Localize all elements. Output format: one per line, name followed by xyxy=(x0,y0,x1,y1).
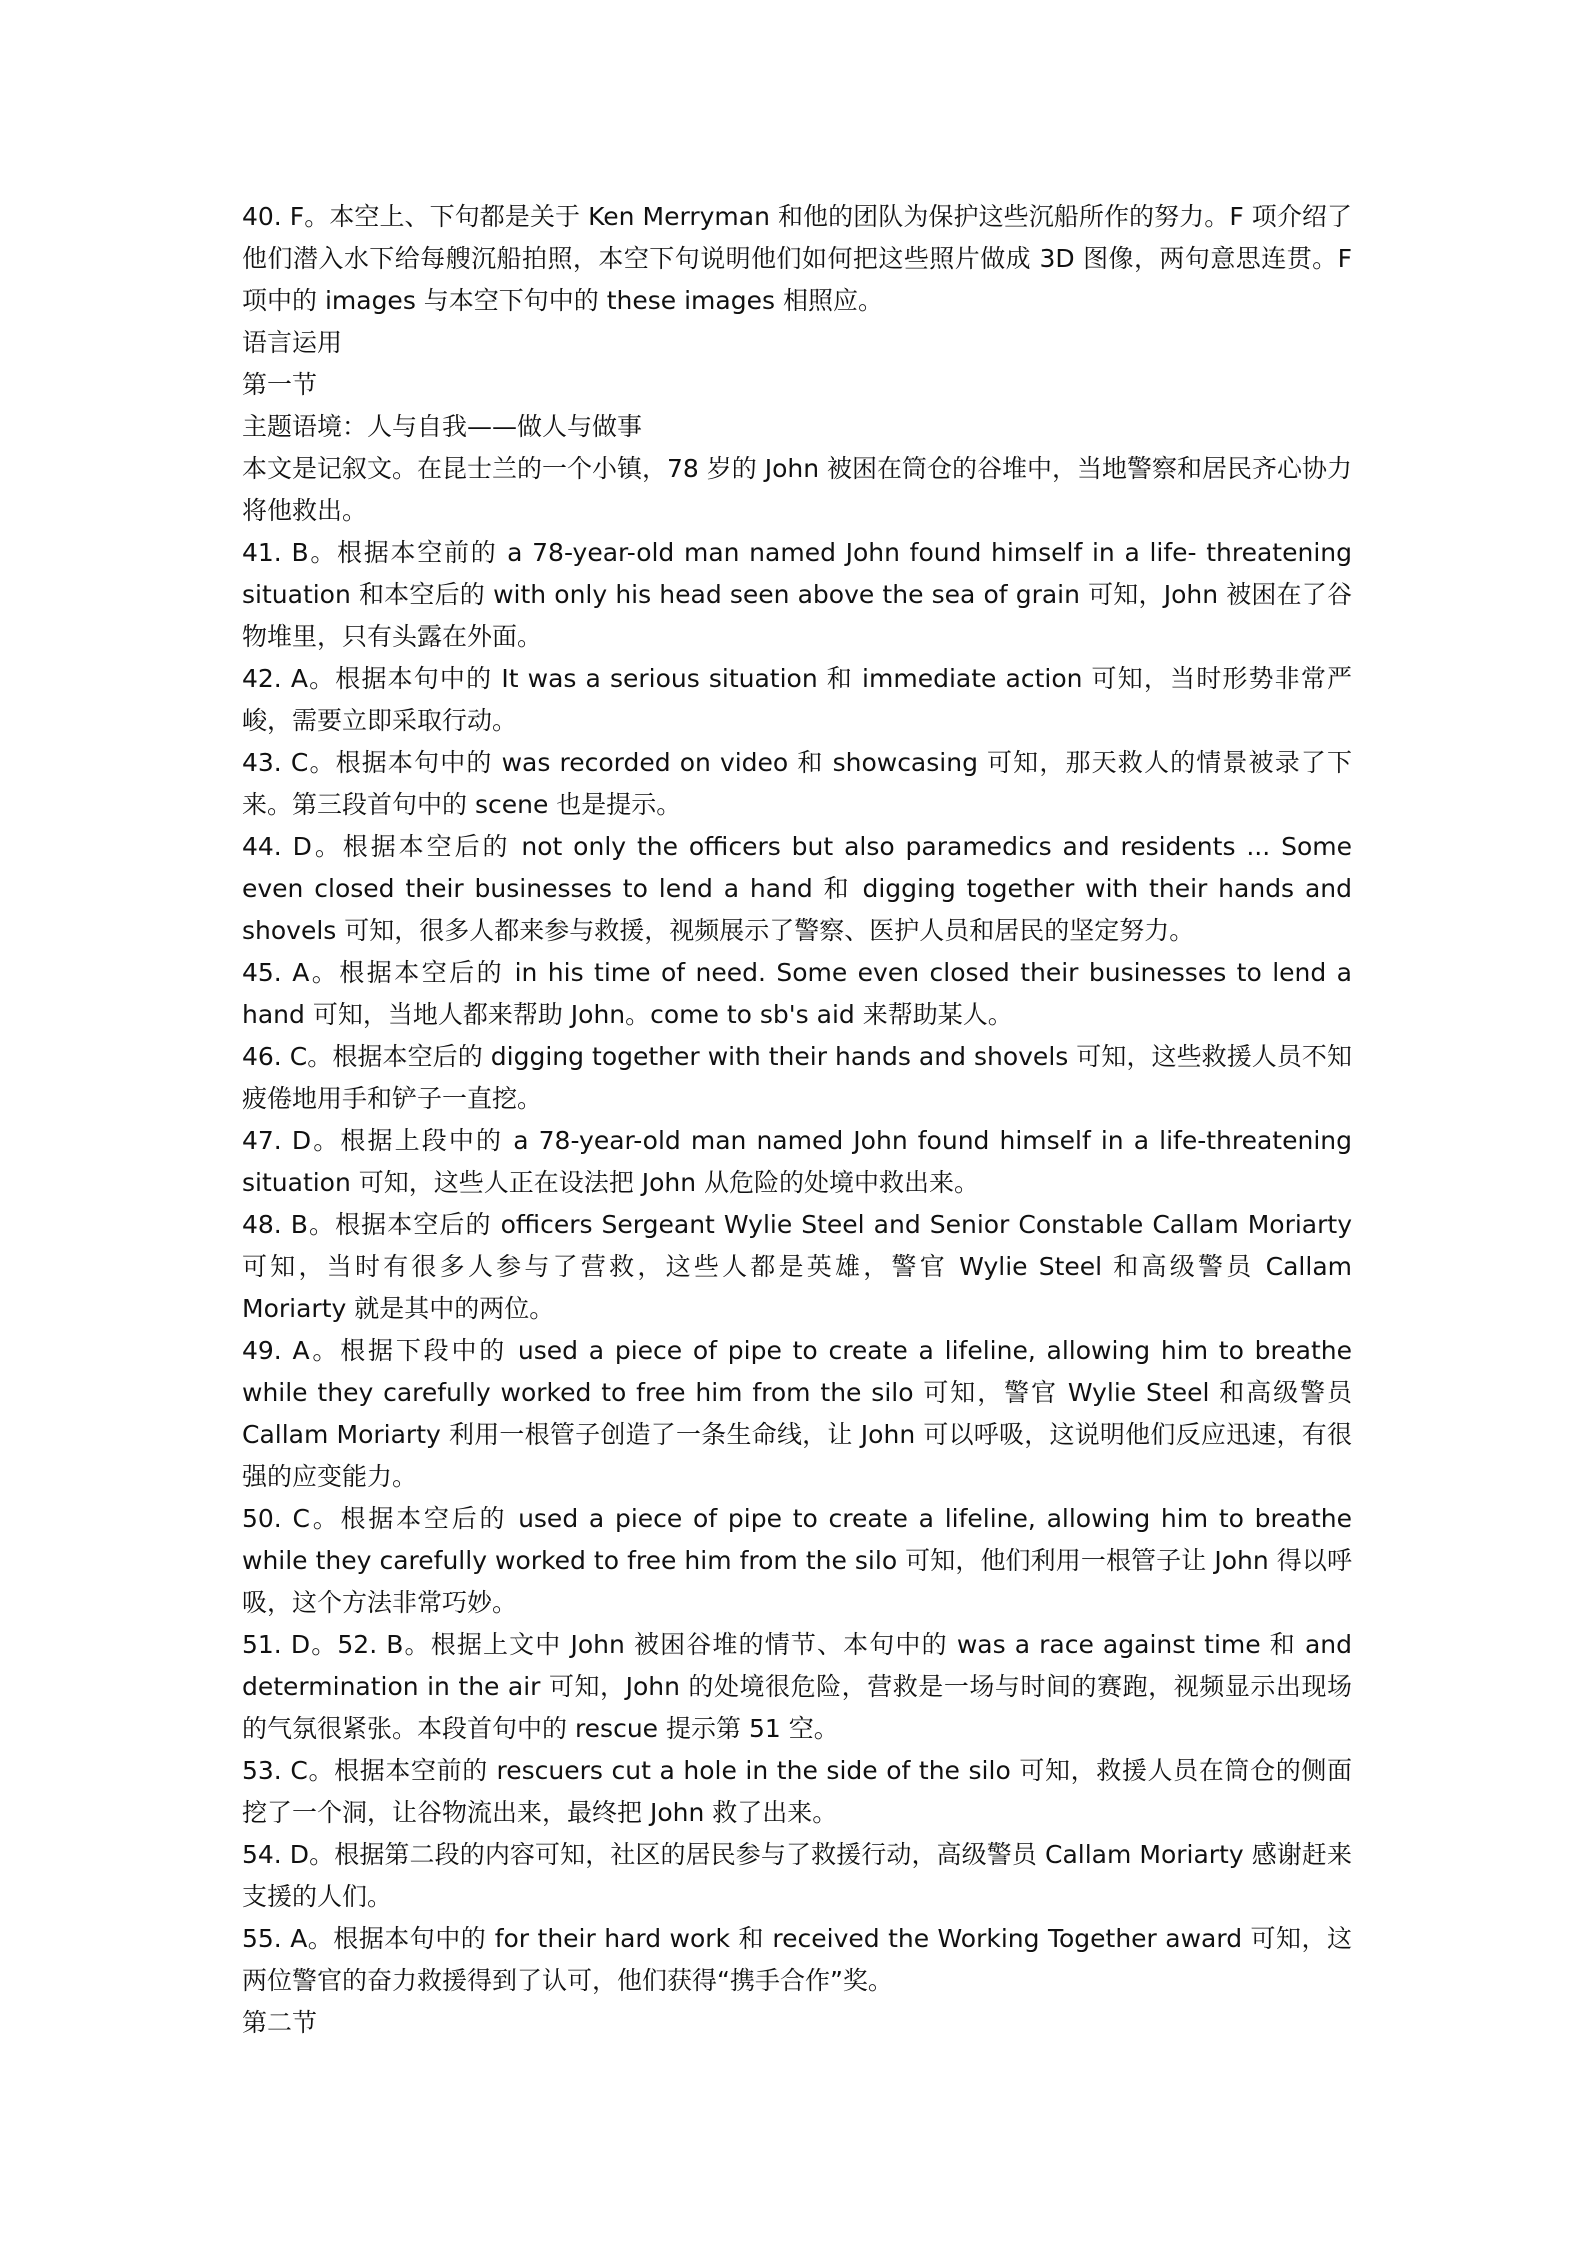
answer-40: 40. F。本空上、下句都是关于 Ken Merryman 和他的团队为保护这些沉船所作的努力。F 项介绍了他们潜入水下给每艘沉船拍照，本空下句说明他们如何把这些照片做成 3D 图像，两句意思连贯。F 项中的 images 与本空下句中的 these images 相照应。 xyxy=(242,202,1352,315)
answer-41: 41. B。根据本空前的 a 78-year-old man named John found himself in a life- threatening situation 和本空后的 with only his head seen above the sea of grain 可知，John 被困在了谷物堆里，只有头露在外面。 xyxy=(242,538,1352,651)
passage-summary: 本文是记叙文。在昆士兰的一个小镇，78 岁的 John 被困在筒仓的谷堆中，当地警察和居民齐心协力将他救出。 xyxy=(242,454,1353,525)
answer-48: 48. B。根据本空后的 officers Sergeant Wylie Steel and Senior Constable Callam Moriarty 可知，当时有很多人参与了营救，这些人都是英雄，警官 Wylie Steel 和高级警员 Callam Moriarty 就是其中的两位。 xyxy=(242,1210,1352,1323)
answer-54: 54. D。根据第二段的内容可知，社区的居民参与了救援行动，高级警员 Callam Moriarty 感谢赶来支援的人们。 xyxy=(242,1840,1352,1911)
answer-46: 46. C。根据本空后的 digging together with their hands and shovels 可知，这些救援人员不知疲倦地用手和铲子一直挖。 xyxy=(242,1042,1352,1113)
answer-49: 49. A。根据下段中的 used a piece of pipe to create a lifeline, allowing him to breathe while they carefully worked to free him from the silo 可知，警官 Wylie Steel 和高级警员 Callam Moriarty 利用一根管子创造了一条生命线，让 John 可以呼吸，这说明他们反应迅速，有很强的应变能力。 xyxy=(242,1336,1352,1491)
section-heading-language-use: 语言运用 xyxy=(242,328,343,357)
answer-53: 53. C。根据本空前的 rescuers cut a hole in the side of the silo 可知，救援人员在筒仓的侧面挖了一个洞，让谷物流出来，最终把 John 救了出来。 xyxy=(242,1756,1352,1827)
answer-43: 43. C。根据本句中的 was recorded on video 和 showcasing 可知，那天救人的情景被录了下来。第三段首句中的 scene 也是提示。 xyxy=(242,748,1352,819)
answer-45: 45. A。根据本空后的 in his time of need. Some even closed their businesses to lend a hand 可知，当地人都来帮助 John。come to sb's aid 来帮助某人。 xyxy=(242,958,1352,1029)
answer-47: 47. D。根据上段中的 a 78-year-old man named John found himself in a life-threatening situation 可知，这些人正在设法把 John 从危险的处境中救出来。 xyxy=(242,1126,1352,1197)
answer-55: 55. A。根据本句中的 for their hard work 和 received the Working Together award 可知，这两位警官的奋力救援得到了认可，他们获得“携手合作”奖。 xyxy=(242,1924,1352,1995)
answer-50: 50. C。根据本空后的 used a piece of pipe to create a lifeline, allowing him to breathe while they carefully worked to free him from the silo 可知，他们利用一根管子让 John 得以呼吸，这个方法非常巧妙。 xyxy=(242,1504,1352,1617)
section-heading-part-2: 第二节 xyxy=(242,2008,318,2037)
answer-44: 44. D。根据本空后的 not only the officers but also paramedics and residents ... Some even closed their businesses to lend a hand 和 digging together with their hands and shovels 可知，很多人都来参与救援，视频展示了警察、医护人员和居民的坚定努力。 xyxy=(242,832,1352,945)
document-page xyxy=(242,196,1352,2044)
theme-context: 主题语境：人与自我——做人与做事 xyxy=(242,412,643,441)
section-heading-part-1: 第一节 xyxy=(242,370,318,399)
answer-51-52: 51. D。52. B。根据上文中 John 被困谷堆的情节、本句中的 was a race against time 和 and determination in the air 可知，John 的处境很危险，营救是一场与时间的赛跑，视频显示出现场的气氛很紧张。本段首句中的 rescue 提示第 51 空。 xyxy=(242,1630,1352,1743)
answer-42: 42. A。根据本句中的 It was a serious situation 和 immediate action 可知，当时形势非常严峻，需要立即采取行动。 xyxy=(242,664,1352,735)
